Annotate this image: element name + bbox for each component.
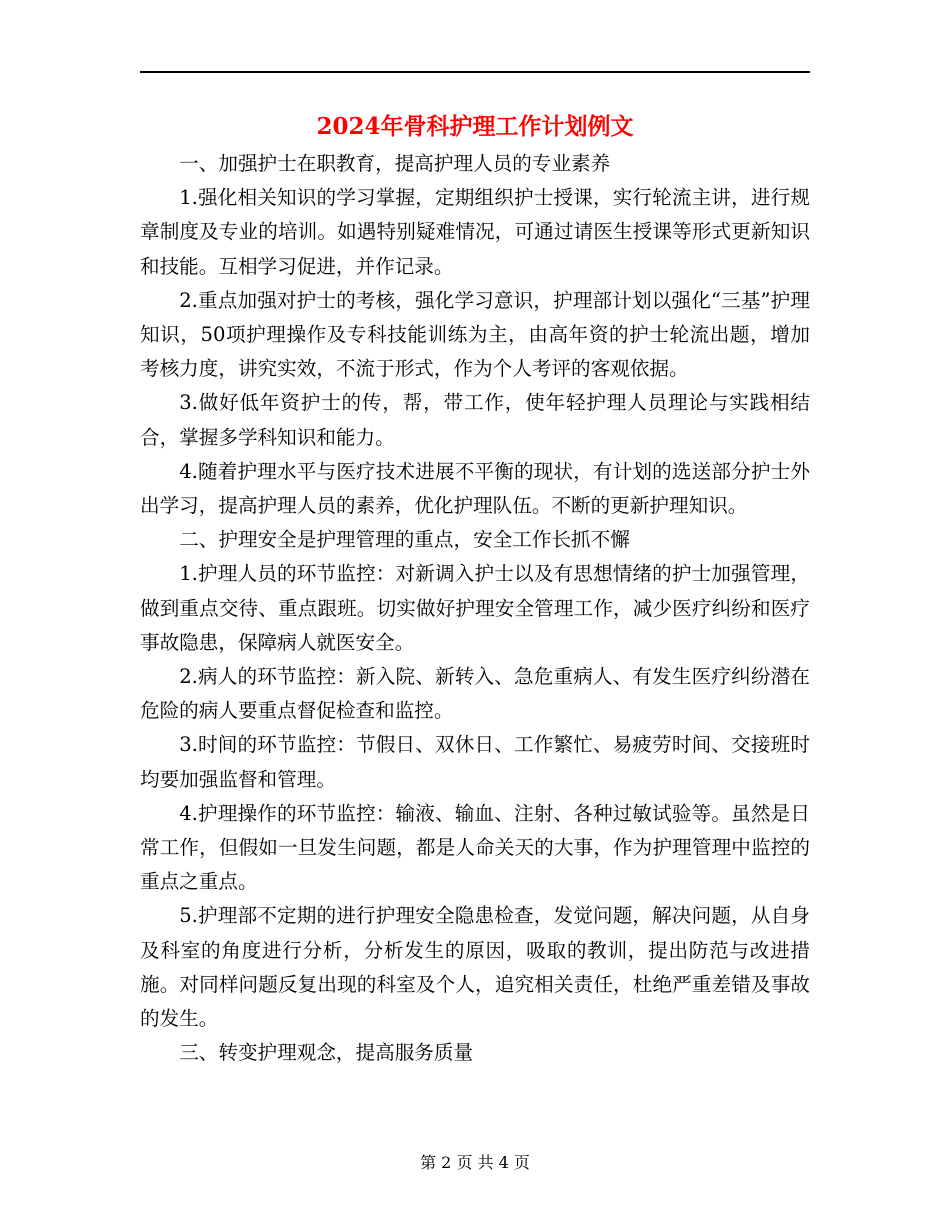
- document-body: [140, 147, 810, 1070]
- paragraph: 3.做好低年资护士的传，帮，带工作，使年轻护理人员理论与实践相结合，掌握多学科知识和能力。: [140, 391, 810, 449]
- page-footer: 第 2 页 共 4 页: [420, 1153, 530, 1172]
- paragraph: 二、护理安全是护理管理的重点，安全工作长抓不懈: [179, 528, 630, 552]
- paragraph: 2.重点加强对护士的考核，强化学习意识，护理部计划以强化“三基”护理知识，50项护理操作及专科技能训练为主，由高年资的护士轮流出题，增加考核力度，讲究实效，不流于形式，作为个人考评的客观依据。: [140, 288, 810, 381]
- paragraph: 4.随着护理水平与医疗技术进展不平衡的现状，有计划的选送部分护士外出学习，提高护理人员的素养，优化护理队伍。不断的更新护理知识。: [140, 459, 810, 518]
- header-rule: [140, 71, 810, 73]
- paragraph: 三、转变护理观念，提高服务质量: [179, 1041, 474, 1065]
- paragraph: 2.病人的环节监控：新入院、新转入、急危重病人、有发生医疗纠纷潜在危险的病人要重点督促检查和监控。: [140, 665, 810, 723]
- paragraph: 5.护理部不定期的进行护理安全隐患检查，发觉问题，解决问题，从自身及科室的角度进行分析，分析发生的原因，吸取的教训，提出防范与改进措施。对同样问题反复出现的科室及个人，追究相关责任，杜绝严重差错及事故的发生。: [140, 904, 810, 1031]
- paragraph: 4.护理操作的环节监控：输液、输血、注射、各种过敏试验等。虽然是日常工作，但假如一旦发生问题，都是人命关天的大事，作为护理管理中监控的重点之重点。: [140, 801, 810, 894]
- document-title: 2024年骨科护理工作计划例文: [316, 113, 634, 140]
- paragraph: 一、加强护士在职教育，提高护理人员的专业素养: [179, 152, 611, 175]
- paragraph: 3.时间的环节监控：节假日、双休日、工作繁忙、易疲劳时间、交接班时均要加强监督和管理。: [140, 733, 810, 791]
- paragraph: 1.强化相关知识的学习掌握，定期组织护士授课，实行轮流主讲，进行规章制度及专业的培训。如遇特别疑难情况，可通过请医生授课等形式更新知识和技能。互相学习促进，并作记录。: [140, 186, 810, 278]
- paragraph: 1.护理人员的环节监控：对新调入护士以及有思想情绪的护士加强管理，做到重点交待、重点跟班。切实做好护理安全管理工作，减少医疗纠纷和医疗事故隐患，保障病人就医安全。: [140, 562, 810, 654]
